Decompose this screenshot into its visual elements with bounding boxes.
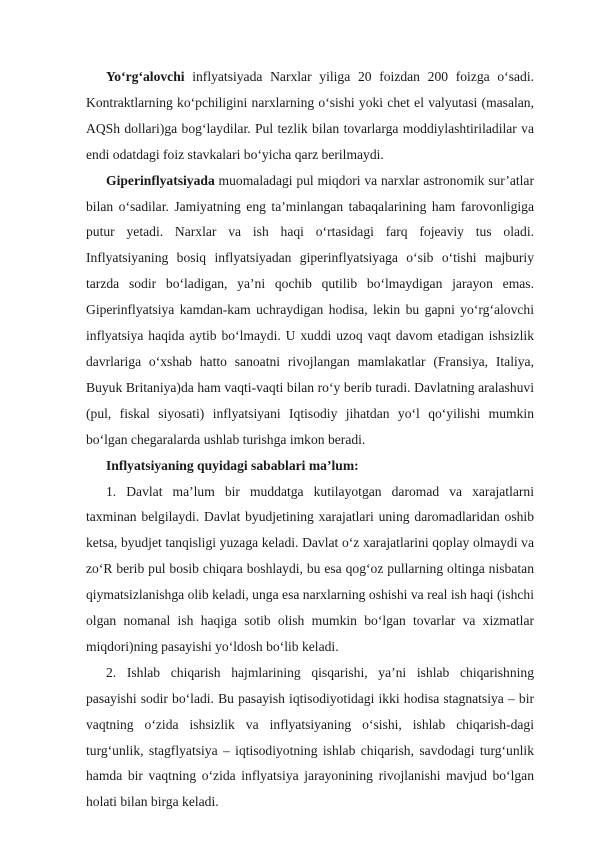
term-hyperinflation: Giperinflyatsiyada	[106, 172, 215, 188]
list-item-1: 1. Davlat ma’lum bir muddatga kutilayotgan daromad va xarajatlarni taxminan belgilaydi. Davlat byudjetining xarajatlari uning daromadlaridan oshib ketsa, byudjet tanqisligi yuzaga keladi. Davlat o‘z xarajatlarini qoplay olmaydi va zo‘R berib pul bosib chiqara boshlaydi, bu esa qog‘oz pullarning oltinga nisbatan qiymatsizlanishga olib keladi, unga esa narxlarning oshishi va real ish haqi (ishchi olgan nomanal ish haqiga sotib olish mumkin bo‘lgan tovarlar va xizmatlar miqdori)ning pasayishi yo‘ldosh bo‘lib keladi.	[86, 483, 534, 654]
paragraph-text: muomaladagi pul miqdori va narxlar astronomik sur’atlar bilan o‘sadilar. Jamiyatning eng ta’minlangan tabaqalarining ham farovonligiga putur yetadi. Narxlar va ish haqi o‘rtasidagi farq fojeaviy tus oladi. Inflyatsiyaning bosiq inflyatsiyadan giperinflyatsiyaga o‘sib o‘tishi majburiy tarzda sodir bo‘ladigan, ya’ni qochib qutilib bo‘lmaydigan jarayon emas. Giperinflyatsiya kamdan-kam uchraydigan hodisa, lekin bu gapni yo‘rg‘alovchi inflyatsiya haqida aytib bo‘lmaydi. U xuddi uzoq vaqt davom etadigan ishsizlik davrlariga o‘xshab hatto sanoatni rivojlangan mamlakatlar (Fransiya, Italiya, Buyuk Britaniya)da ham vaqti-vaqti bilan ro‘y berib turadi. Davlatning aralashuvi (pul, fiskal siyosati) inflyatsiyani Iqtisodiy jihatdan yo‘l qo‘yilishi mumkin bo‘lgan chegaralarda ushlab turishga imkon beradi.	[86, 172, 534, 447]
paragraph-hyperinflation	[86, 168, 534, 453]
section-heading: Inflyatsiyaning quyidagi sabablari ma’lum:	[106, 457, 359, 473]
term-creeping-inflation: Yo‘rg‘alovchi	[106, 69, 185, 84]
paragraph-text: inflyatsiyada Narxlar yiliga 20 foizdan 200 foizga o‘sadi. Kontraktlarning ko‘pchiligini narxlarning o‘sishi yoki chet el valyutasi (masalan, AQSh dollari)ga bog‘laydilar. Pul tezlik bilan tovarlarga moddiylashtiriladilar va endi odatdagi foiz stavkalari bo‘yicha qarz berilmaydi.	[86, 69, 534, 162]
paragraph-creeping-inflation	[86, 64, 534, 168]
list-item-2: 2. Ishlab chiqarish hajmlarining qisqarishi, ya’ni ishlab chiqarishning pasayishi sodir bo‘ladi. Bu pasayish iqtisodiyotidagi ikki hodisa stagnatsiya – bir vaqtning o‘zida ishsizlik va inflyatsiyaning o‘sishi, ishlab chiqarish-dagi turg‘unlik, stagflyatsiya – iqtisodiyotning ishlab chiqarish, savdodagi turg‘unlik hamda bir vaqtning o‘zida inflyatsiya jarayonining rivojlanishi mavjud bo‘lgan holati bilan birga keladi.	[86, 664, 534, 810]
